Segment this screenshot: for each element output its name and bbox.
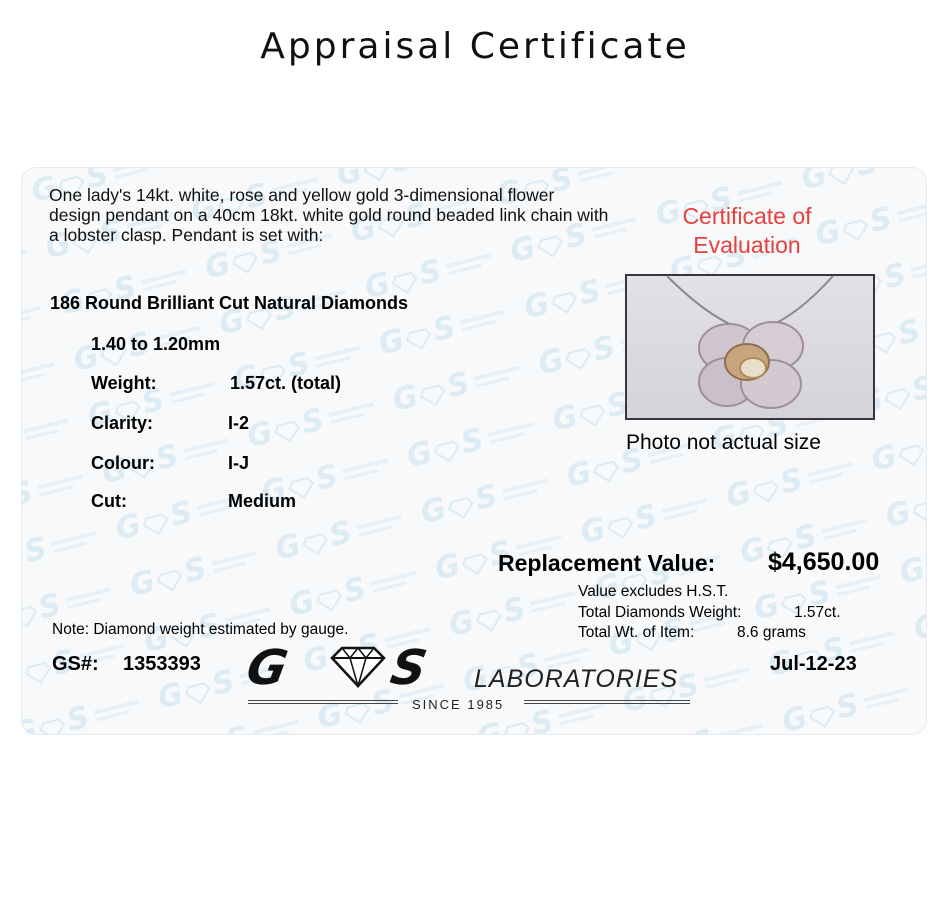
flower-pendant-image	[627, 276, 873, 418]
stones-heading: 186 Round Brilliant Cut Natural Diamonds	[50, 293, 409, 313]
diamond-icon	[332, 648, 384, 686]
weight-label: Weight:	[91, 373, 157, 393]
certificate-card	[22, 168, 926, 734]
total-item-weight-label: Total Wt. of Item:	[578, 624, 695, 641]
photo-caption: Photo not actual size	[626, 431, 821, 454]
cut-value: Medium	[228, 491, 297, 511]
certificate-title: Certificate of Evaluation	[682, 203, 812, 258]
colour-label: Colour:	[91, 453, 155, 473]
stone-size: 1.40 to 1.20mm	[91, 334, 221, 354]
colour-value: I-J	[228, 453, 250, 473]
item-description: One lady's 14kt. white, rose and yellow gold 3-dimensional flower design pendant on a 40cm 18kt. white gold round beaded link chain with a lobster clasp. Pendant is set with:	[49, 185, 609, 245]
logo-letter-g: G	[242, 640, 292, 696]
gs-number-label: GS#:	[52, 653, 99, 675]
total-diamond-weight-label: Total Diamonds Weight:	[578, 604, 742, 621]
logo-rule-left	[248, 700, 398, 704]
total-diamond-weight: 1.57ct.	[794, 604, 841, 621]
weight-value: 1.57ct. (total)	[230, 373, 342, 393]
replacement-value: $4,650.00	[768, 548, 880, 576]
page-heading: Appraisal Certificate	[260, 26, 690, 67]
weight-note: Note: Diamond weight estimated by gauge.	[52, 621, 349, 638]
pendant-photo	[625, 274, 875, 420]
replacement-value-label: Replacement Value:	[498, 550, 716, 576]
laboratories-wordmark: LABORATORIES	[474, 665, 679, 693]
total-item-weight: 8.6 grams	[737, 624, 806, 641]
tax-exclusion-note: Value excludes H.S.T.	[578, 583, 729, 600]
certificate-date: Jul-12-23	[770, 653, 857, 675]
logo-letter-s: S	[386, 640, 431, 696]
cut-label: Cut:	[91, 491, 127, 511]
logo-rule-right	[524, 700, 690, 704]
clarity-label: Clarity:	[91, 413, 154, 433]
gs-logo-mark	[242, 640, 478, 696]
since-1985: SINCE 1985	[412, 697, 505, 712]
gs-number: 1353393	[123, 653, 201, 675]
clarity-value: I-2	[228, 413, 250, 433]
